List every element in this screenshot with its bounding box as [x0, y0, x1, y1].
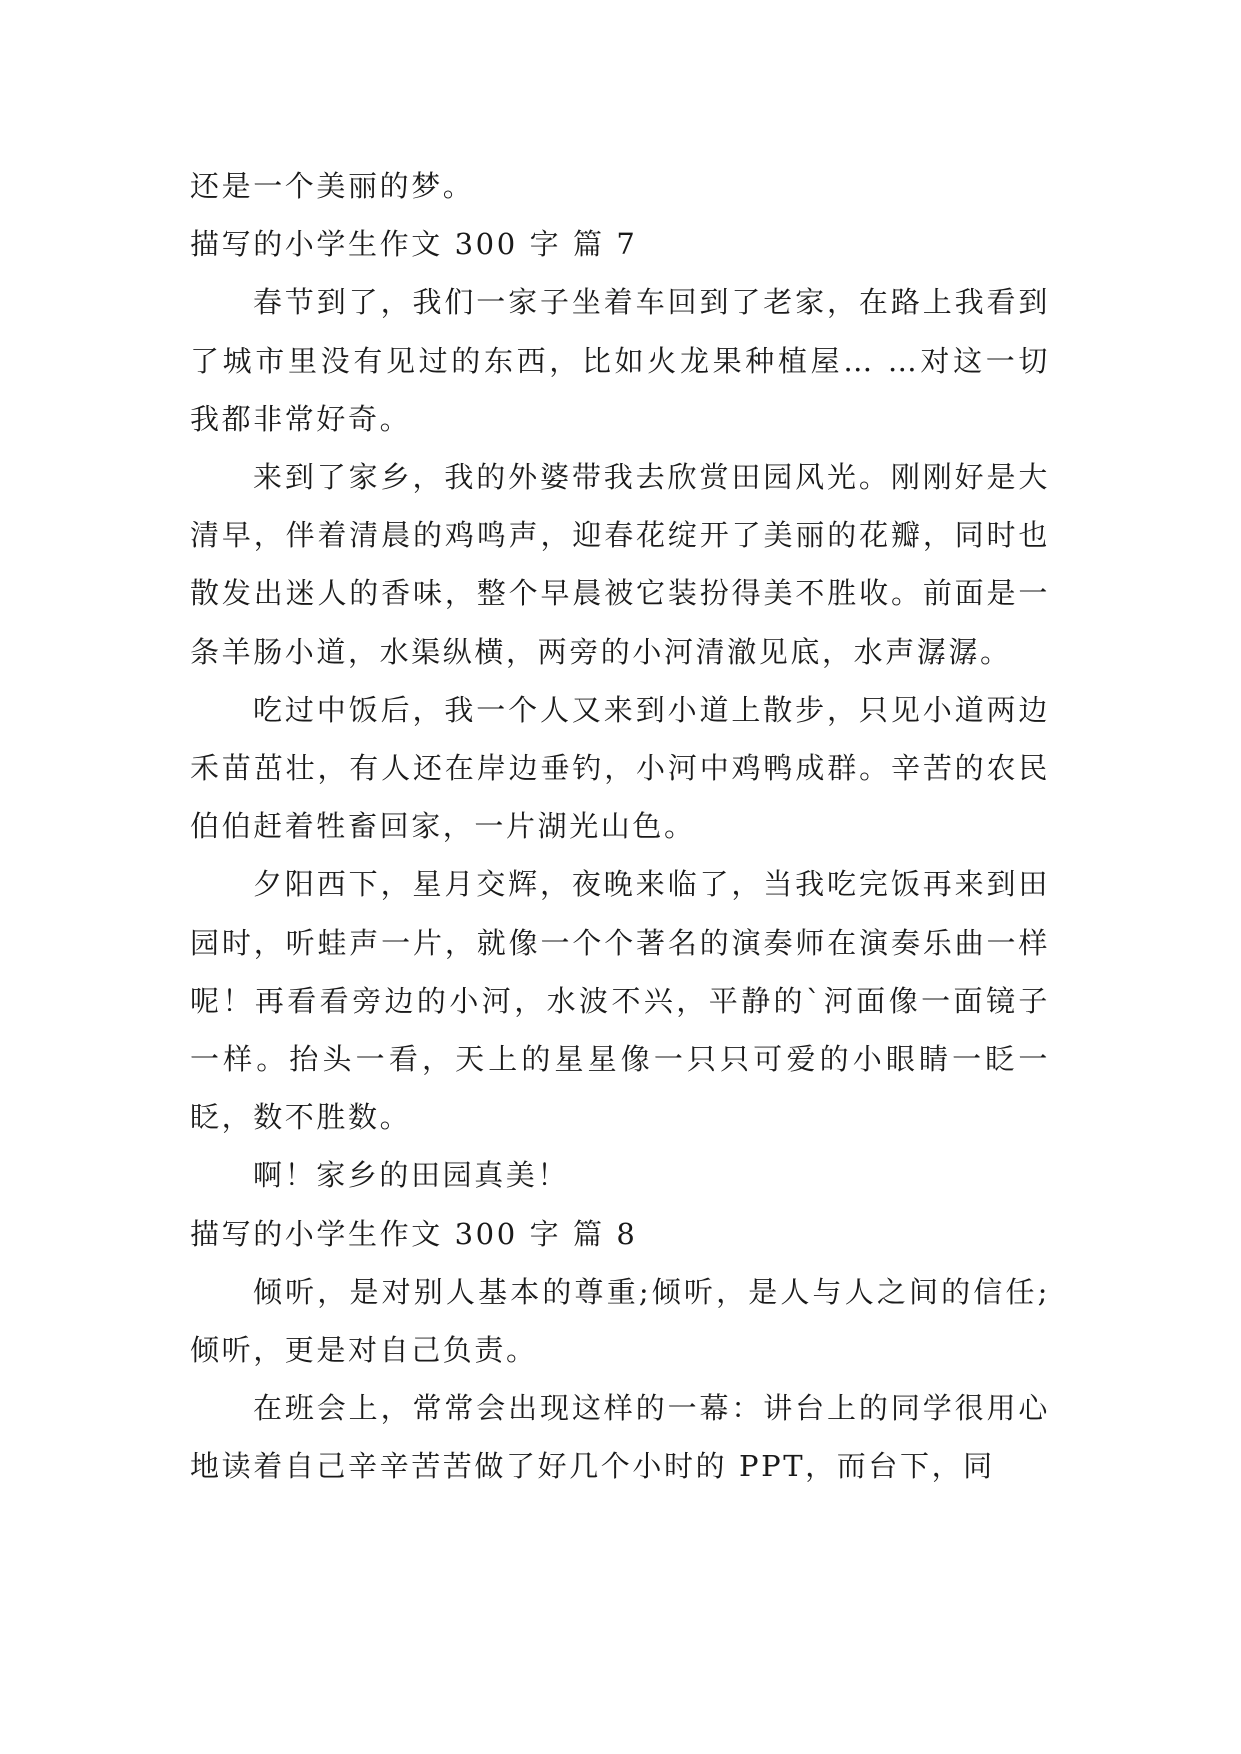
paragraph: 夕阳西下，星月交辉，夜晚来临了，当我吃完饭再来到田园时，听蛙声一片，就像一个个著名的演奏师在演奏乐曲一样呢！再看看旁边的小河，水波不兴，平静的`河面像一面镜子一样。抬头一看，天上的星星像一只只可爱的小眼睛一眨一眨，数不胜数。 [190, 867, 1050, 1135]
paragraph-continuation: 还是一个美丽的梦。 [190, 169, 475, 203]
document-body [190, 157, 1050, 1496]
paragraph: 在班会上，常常会出现这样的一幕：讲台上的同学很用心地读着自己辛辛苦苦做了好几个小时的 PPT，而台下，同 [190, 1391, 1050, 1484]
paragraph: 来到了家乡，我的外婆带我去欣赏田园风光。刚刚好是大清早，伴着清晨的鸡鸣声，迎春花绽开了美丽的花瓣，同时也散发出迷人的香味，整个早晨被它装扮得美不胜收。前面是一条羊肠小道，水渠纵横，两旁的小河清澈见底，水声潺潺。 [190, 460, 1050, 669]
paragraph: 倾听，是对别人基本的尊重;倾听，是人与人之间的信任;倾听，更是对自己负责。 [190, 1274, 1050, 1368]
paragraph: 吃过中饭后，我一个人又来到小道上散步，只见小道两边禾苗茁壮，有人还在岸边垂钓，小河中鸡鸭成群。辛苦的农民伯伯赶着牲畜回家，一片湖光山色。 [190, 692, 1050, 844]
essay-heading-8: 描写的小学生作文 300 字 篇 8 [190, 1216, 638, 1251]
essay-heading-7: 描写的小学生作文 300 字 篇 7 [190, 227, 638, 262]
paragraph: 啊！家乡的田园真美！ [253, 1158, 570, 1193]
paragraph: 春节到了，我们一家子坐着车回到了老家，在路上我看到了城市里没有见过的东西，比如火龙果种植屋… …对这一切我都非常好奇。 [190, 285, 1050, 436]
